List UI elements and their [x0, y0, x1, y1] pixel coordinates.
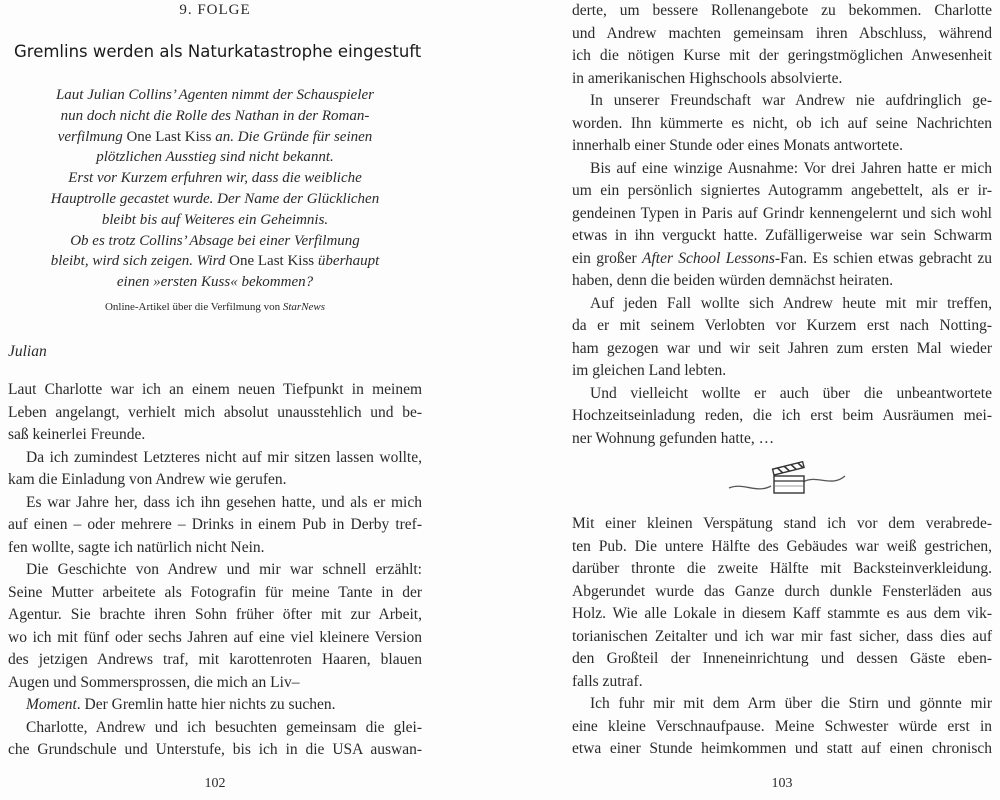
text-line: Und vielleicht wollte er auch über die unbeantwortete: [590, 384, 992, 402]
text-line: Abgerundet wurde das Ganze durch dunkle Fensterläden aus: [572, 582, 992, 600]
text-fragment: -Fan. Es schien etwas gebracht zu: [774, 249, 992, 267]
epigraph-line: plötzlichen Ausstieg sind nicht bekannt.: [96, 149, 334, 166]
chapter-title: Gremlins werden als Naturkatastrophe eingestuft: [14, 42, 422, 61]
text-line: in amerikanischen Highschools absolvierte.: [572, 69, 843, 87]
page-number: 102: [204, 776, 226, 791]
text-line: wo ich mit fünf oder sechs Jahren auf eine viel kleinere Version: [8, 628, 422, 646]
text-line: falls zutraf.: [572, 672, 643, 690]
text-line: che Grundschule und Unterstufe, bis ich in die USA auswan-: [8, 741, 422, 758]
text-line: etwa einer Stunde heimkommen und statt auf einen chronisch: [572, 740, 992, 757]
show-title: After School Lessons: [641, 249, 775, 267]
chapter-number: 9. FOLGE: [179, 2, 251, 18]
epigraph-line: einen »ersten Kuss« bekommen?: [116, 274, 314, 291]
text-line: innerhalb einer Stunde oder eines Monats antwortete.: [572, 137, 903, 154]
text-line: Bis auf eine winzige Ausnahme: Vor drei Jahren hatte er mich: [590, 159, 992, 177]
text-line: ten Pub. Die untere Hälfte des Gebäudes war weiß gestrichen,: [572, 537, 992, 555]
text-line: gendeinen Typen in Paris auf Grindr kennengelernt und sich wohl: [572, 204, 992, 222]
text-line: [8, 694, 422, 717]
left-page: [0, 0, 430, 800]
text-line: ich die nötigen Kurse mit der geringstmöglichen Anwesenheit: [572, 47, 992, 64]
text-line: ham gezogen war und wir seit Jahren zum ersten Mal wieder: [572, 339, 992, 357]
text-line: Augen und Sommersprossen, die mich an Liv–: [8, 673, 300, 691]
right-page: [572, 0, 992, 800]
text-fragment: . Der Gremlin hatte hier nichts zu suchen.: [76, 696, 336, 713]
text-line: In unserer Freundschaft war Andrew nie aufdringlich ge-: [590, 92, 992, 109]
text-line: Es war Jahre her, dass ich ihn gesehen hatte, und als er mich: [26, 493, 422, 511]
epigraph-line: Ob es trotz Collins’ Absage bei einer Verfilmung: [70, 232, 360, 249]
epigraph-text: überhaupt: [314, 253, 380, 270]
epigraph-line: nun doch nicht die Rolle des Nathan in der Roman-: [60, 107, 370, 124]
text-line: haben, denn die beiden würden demnächst heiraten.: [572, 272, 894, 289]
text-line: und Andrew machten gemeinsam ihren Abschluss, während: [572, 24, 992, 42]
source-text: Online-Artikel über die Verfilmung von: [104, 301, 283, 313]
text-line: ner Wohnung gefunden hatte, …: [572, 429, 775, 447]
left-body-text: [8, 379, 422, 762]
text-line: um ein persönlich signiertes Autogramm angebettelt, als er ir-: [572, 182, 992, 199]
text-line: etwas in ihn verguckt hatte. Zufälligerweise war sein Schwarm: [572, 227, 992, 244]
text-line: Leben angelangt, verhielt mich absolut unausstehlich und be-: [8, 403, 422, 421]
text-line: Laut Charlotte war ich an einem neuen Tiefpunkt in meinem: [8, 381, 422, 398]
right-body-text-top: [572, 0, 992, 450]
text-line: Mit einer kleinen Verspätung stand ich vor dem verabrede-: [572, 515, 992, 532]
epigraph-line: Erst vor Kurzem erfuhren wir, dass die weibliche: [68, 170, 362, 187]
emphasis-word: Moment: [26, 696, 77, 713]
text-line: Die Geschichte von Andrew und mir war schnell erzählt:: [26, 561, 422, 578]
text-line: worden. Ihn kümmerte es nicht, ob ich auf seine Nachrichten: [572, 114, 992, 132]
text-line: Charlotte, Andrew und ich besuchten gemeinsam die glei-: [26, 718, 422, 736]
text-line: im gleichen Land lebten.: [572, 362, 727, 379]
epigraph-line: Hauptrolle gecastet wurde. Der Name der Glücklichen: [50, 190, 380, 207]
text-line: den Großteil der Inneneinrichtung und dessen Gäste eben-: [572, 650, 992, 667]
epigraph-line: [0, 127, 430, 148]
text-line: Seine Mutter arbeitete als Fotografin für meine Tante in der: [8, 583, 422, 601]
text-line: da er mit seinem Verlobten vor Kurzem erst nach Notting-: [572, 317, 992, 334]
text-line: Auf jeden Fall wollte sich Andrew heute mit mir treffen,: [590, 294, 992, 312]
epigraph-text: verfilmung: [57, 128, 127, 145]
book-title: One Last Kiss: [126, 128, 212, 145]
film-clapperboard-icon: [727, 458, 847, 498]
text-line: derte, um bessere Rollenangebote zu bekommen. Charlotte: [572, 2, 992, 19]
epigraph: [0, 85, 430, 293]
epigraph-line: bleibt bis auf Weiteres ein Geheimnis.: [101, 211, 329, 228]
text-line: kam die Einladung von Andrew wie gerufen.: [8, 471, 287, 488]
page-number: 103: [771, 776, 793, 791]
text-line: saß keinerlei Freunde.: [8, 426, 146, 443]
text-line: Hochzeitseinladung reden, die ich erst beim Ausräumen mei-: [572, 407, 992, 424]
epigraph-text: bleibt, wird sich zeigen. Wird: [50, 253, 230, 270]
epigraph-line: [0, 251, 430, 272]
text-line: auf einen – oder mehrere – Drinks in einem Pub in Derby tref-: [8, 516, 422, 533]
text-line: fen wollte, sagte ich natürlich nicht Nein.: [8, 538, 265, 556]
epigraph-text: an. Die Gründe für seinen: [211, 128, 373, 145]
text-line: Ich fuhr mir mit dem Arm über die Stirn und gönnte mir: [590, 695, 992, 712]
text-line: [572, 248, 992, 271]
text-fragment: ein großer: [572, 249, 642, 267]
text-line: torianischen Zeitalter und ich war mir fast sicher, dass dies auf: [572, 627, 992, 645]
narrator-heading: Julian: [8, 343, 47, 360]
right-body-text-bottom: [572, 513, 992, 761]
source-publication: StarNews: [282, 301, 326, 313]
book-title: One Last Kiss: [229, 253, 315, 270]
epigraph-line: Laut Julian Collins’ Agenten nimmt der Schauspieler: [55, 87, 375, 103]
epigraph-source: [0, 301, 430, 313]
text-line: Holz. Wie alle Lokale in diesem Kaff stammte es aus dem vik-: [572, 605, 992, 622]
text-line: eine kleine Verschnaufpause. Meine Schwester würde erst in: [572, 717, 992, 735]
text-line: Da ich zumindest Letzteres nicht auf mir sitzen lassen wollte,: [26, 448, 422, 466]
text-line: darüber thronte die zweite Hälfte mit Backsteinverkleidung.: [572, 560, 992, 577]
text-line: Agentur. Sie brachte ihren Sohn früher öfter mit zur Arbeit,: [8, 606, 422, 623]
text-line: des jetzigen Andrews traf, mit karottenroten Haaren, blauen: [8, 651, 422, 668]
